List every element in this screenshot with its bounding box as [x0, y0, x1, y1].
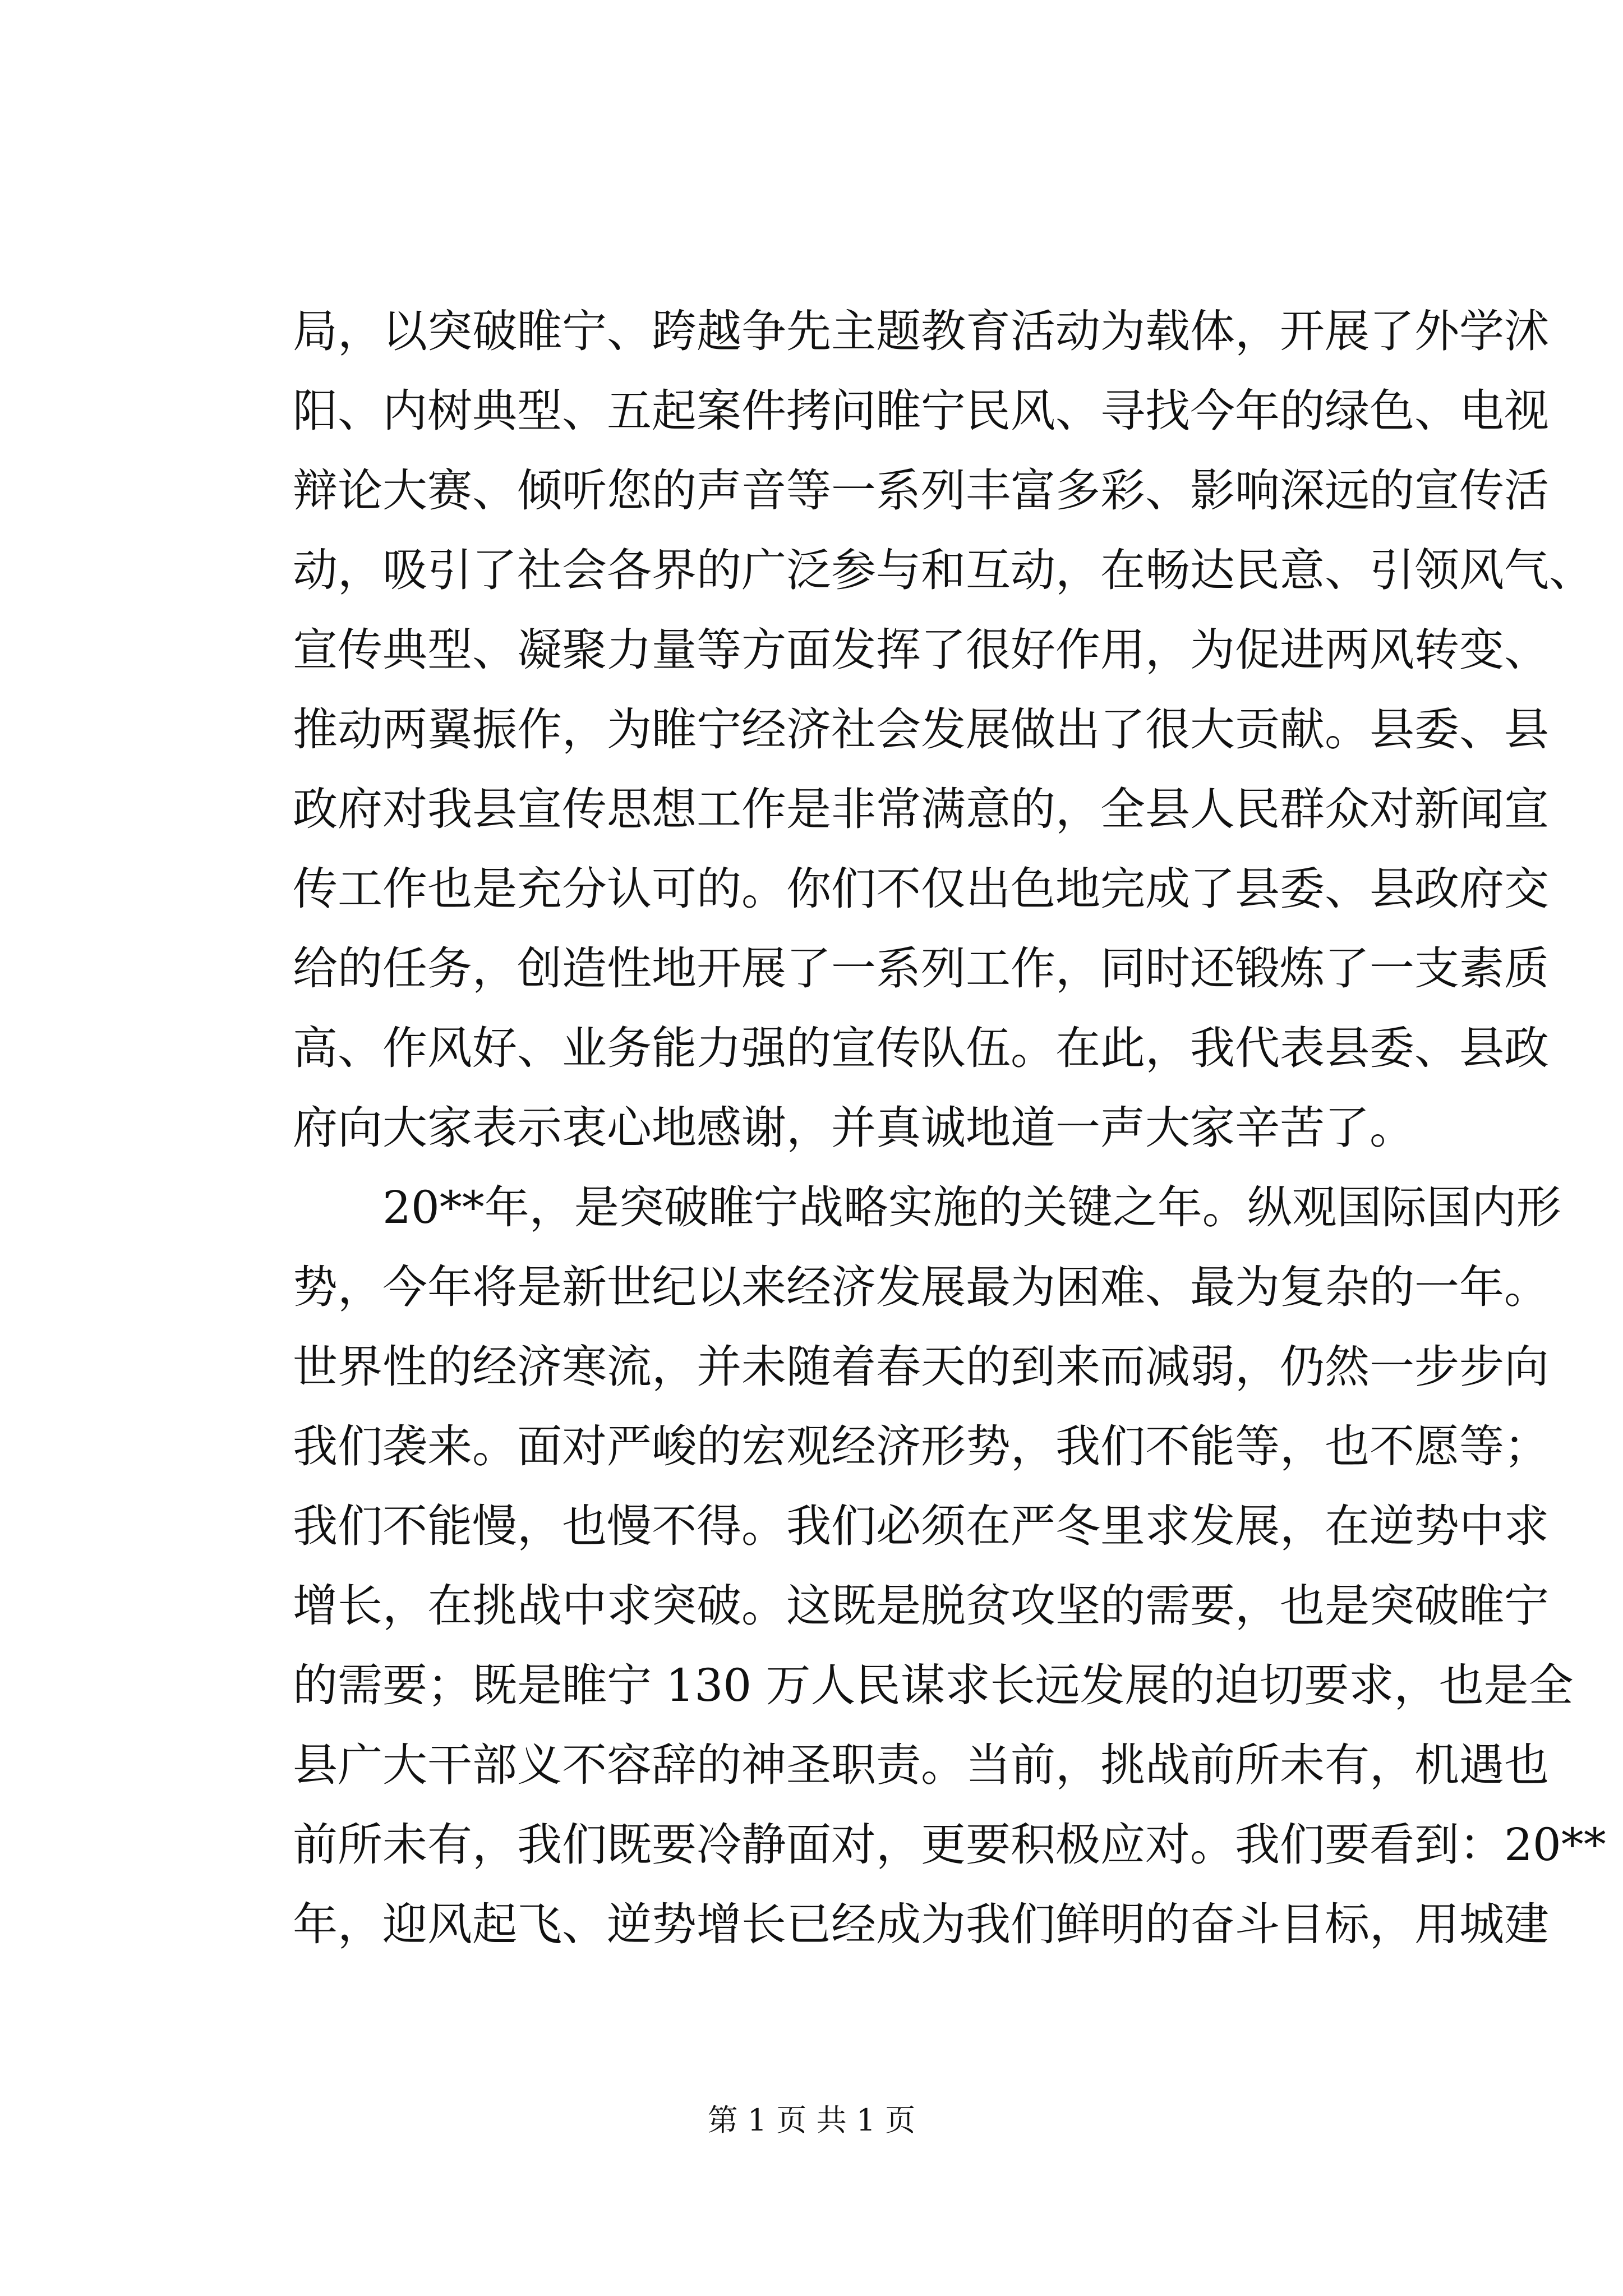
- body-text-line: 局，以突破睢宁、跨越争先主题教育活动为载体，开展了外学沭: [293, 305, 1549, 357]
- body-text-line: 增长，在挑战中求突破。这既是脱贫攻坚的需要，也是突破睢宁: [293, 1580, 1549, 1632]
- body-text-line: 政府对我县宣传思想工作是非常满意的，全县人民群众对新闻宣: [293, 783, 1549, 835]
- body-text-line: 推动两翼振作，为睢宁经济社会发展做出了很大贡献。县委、县: [293, 703, 1549, 756]
- body-text-line: 高、作风好、业务能力强的宣传队伍。在此，我代表县委、县政: [293, 1022, 1549, 1074]
- page-number-footer: 第 1 页 共 1 页: [707, 2102, 916, 2138]
- body-text-line: 前所未有，我们既要冷静面对，更要积极应对。我们要看到：20**: [293, 1819, 1606, 1871]
- body-text-line: 传工作也是充分认可的。你们不仅出色地完成了县委、县政府交: [293, 863, 1549, 915]
- paragraph-first-line: 20**年，是突破睢宁战略实施的关键之年。纵观国际国内形: [382, 1181, 1561, 1234]
- body-text-line: 年，迎风起飞、逆势增长已经成为我们鲜明的奋斗目标，用城建: [293, 1898, 1549, 1950]
- body-text-line: 阳、内树典型、五起案件拷问睢宁民风、寻找今年的绿色、电视: [293, 385, 1549, 437]
- body-text-line: 我们袭来。面对严峻的宏观经济形势，我们不能等，也不愿等；: [293, 1420, 1549, 1473]
- body-text-line: 府向大家表示衷心地感谢，并真诚地道一声大家辛苦了。: [293, 1102, 1414, 1154]
- body-text-line: 的需要；既是睢宁 130 万人民谋求长远发展的迫切要求，也是全: [293, 1659, 1574, 1711]
- body-text-line: 辩论大赛、倾听您的声音等一系列丰富多彩、影响深远的宣传活: [293, 464, 1549, 517]
- body-text-line: 势，今年将是新世纪以来经济发展最为困难、最为复杂的一年。: [293, 1261, 1549, 1313]
- body-text-line: 县广大干部义不容辞的神圣职责。当前，挑战前所未有，机遇也: [293, 1739, 1549, 1791]
- body-text-line: 世界性的经济寒流，并未随着春天的到来而减弱，仍然一步步向: [293, 1341, 1549, 1393]
- body-text-line: 我们不能慢，也慢不得。我们必须在严冬里求发展，在逆势中求: [293, 1500, 1549, 1552]
- body-text-line: 宣传典型、凝聚力量等方面发挥了很好作用，为促进两风转变、: [293, 624, 1549, 676]
- body-text-line: 给的任务，创造性地开展了一系列工作，同时还锻炼了一支素质: [293, 942, 1549, 995]
- body-text-line: 动，吸引了社会各界的广泛参与和互动，在畅达民意、引领风气、: [293, 544, 1594, 596]
